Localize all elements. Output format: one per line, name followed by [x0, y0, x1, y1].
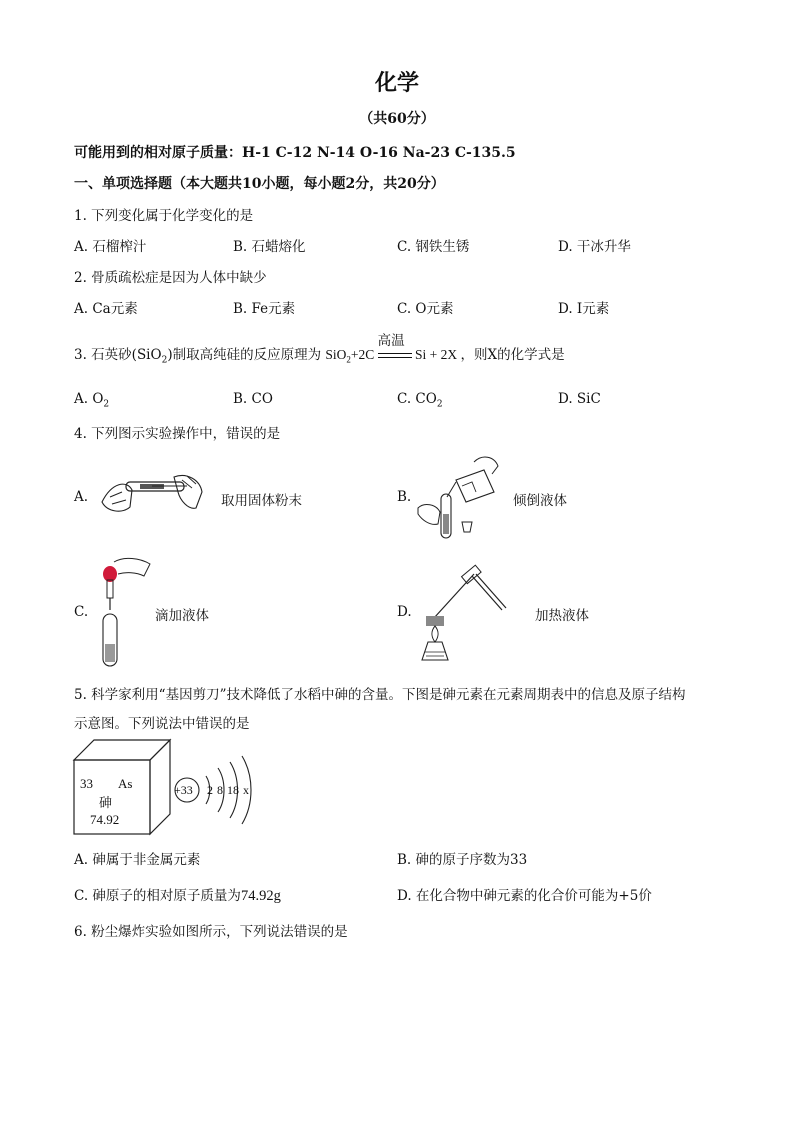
element-number: 33 — [80, 776, 93, 791]
question-6-stem: 6. 粉尘爆炸实验如图所示，下列说法错误的是 — [74, 924, 348, 940]
q5-option-a: A. 砷属于非金属元素 — [74, 852, 201, 868]
q3-option-c: C. $CO_2$ — [397, 391, 443, 410]
heat-liquid-figure — [414, 562, 524, 664]
q4-option-c-caption: 滴加液体 — [155, 608, 209, 624]
q4-option-d-caption: 加热液体 — [535, 608, 589, 624]
reaction-condition: 高温 — [377, 332, 405, 348]
page-title: 化学 — [374, 71, 419, 96]
q2-option-d: D. I元素 — [558, 301, 610, 317]
drop-liquid-figure — [92, 552, 162, 670]
reaction-arrow — [377, 332, 412, 361]
q4-option-b-caption: 倾倒液体 — [513, 493, 567, 509]
q4-option-a-caption: 取用固体粉末 — [221, 493, 302, 509]
q4-option-a-label: A. — [74, 489, 89, 505]
q1-option-d: D. 干冰升华 — [558, 239, 631, 255]
q5-option-d: D. 在化合物中砷元素的化合价可能为+5价 — [397, 888, 652, 904]
question-3-stem: 3. 石英砂(SiO$_2$)制取高纯硅的反应原理为 SiO$_2$+2C 高温 Si + 2X ，则X的化学式是 — [74, 343, 565, 366]
q2-option-b: B. Fe元素 — [233, 301, 296, 317]
tube-powder-figure — [92, 462, 212, 522]
element-mass: 74.92 — [90, 812, 120, 827]
q4-option-b-label: B. — [397, 489, 412, 505]
question-4-stem: 4. 下列图示实验操作中，错误的是 — [74, 426, 281, 442]
question-5-stem-line2: 示意图。下列说法中错误的是 — [74, 716, 250, 732]
reaction-equation: SiO$_2$+2C 高温 Si + 2X — [325, 347, 460, 362]
pour-liquid-figure — [414, 452, 504, 547]
q2-option-a: A. Ca元素 — [74, 301, 138, 317]
q3-option-b: B. CO — [233, 391, 273, 407]
atomic-masses: 可能用到的相对原子质量：H-1 C-12 N-14 O-16 Na-23 C-135.5 — [74, 145, 516, 161]
section-heading: 一、单项选择题（本大题共10小题，每小题2分，共20分） — [74, 176, 445, 192]
q3-option-a: A. $O_2$ — [74, 391, 110, 410]
question-1-stem: 1. 下列变化属于化学变化的是 — [74, 208, 254, 224]
element-name: 砷 — [99, 796, 113, 811]
electron-shells: 2 8 18 x — [207, 783, 249, 797]
question-5-stem-line1: 5. 科学家利用“基因剪刀”技术降低了水稻中砷的含量。下图是砷元素在元素周期表中的信息及原子结构 — [74, 687, 686, 703]
nucleus-charge: +33 — [174, 783, 193, 797]
q5-option-c: C. 砷原子的相对原子质量为74.92g — [74, 888, 281, 904]
q5-option-b: B. 砷的原子序数为33 — [397, 852, 528, 868]
q2-option-c: C. O元素 — [397, 301, 454, 317]
q1-option-a: A. 石榴榨汁 — [74, 239, 147, 255]
q1-option-c: C. 钢铁生锈 — [397, 239, 470, 255]
element-symbol: As — [118, 776, 133, 791]
q1-option-b: B. 石蜡熔化 — [233, 239, 306, 255]
total-score: （共60分） — [359, 111, 435, 127]
question-2-stem: 2. 骨质疏松症是因为人体中缺少 — [74, 270, 267, 286]
q3-option-d: D. SiC — [558, 391, 601, 407]
q4-option-d-label: D. — [397, 604, 412, 620]
q4-option-c-label: C. — [74, 604, 89, 620]
